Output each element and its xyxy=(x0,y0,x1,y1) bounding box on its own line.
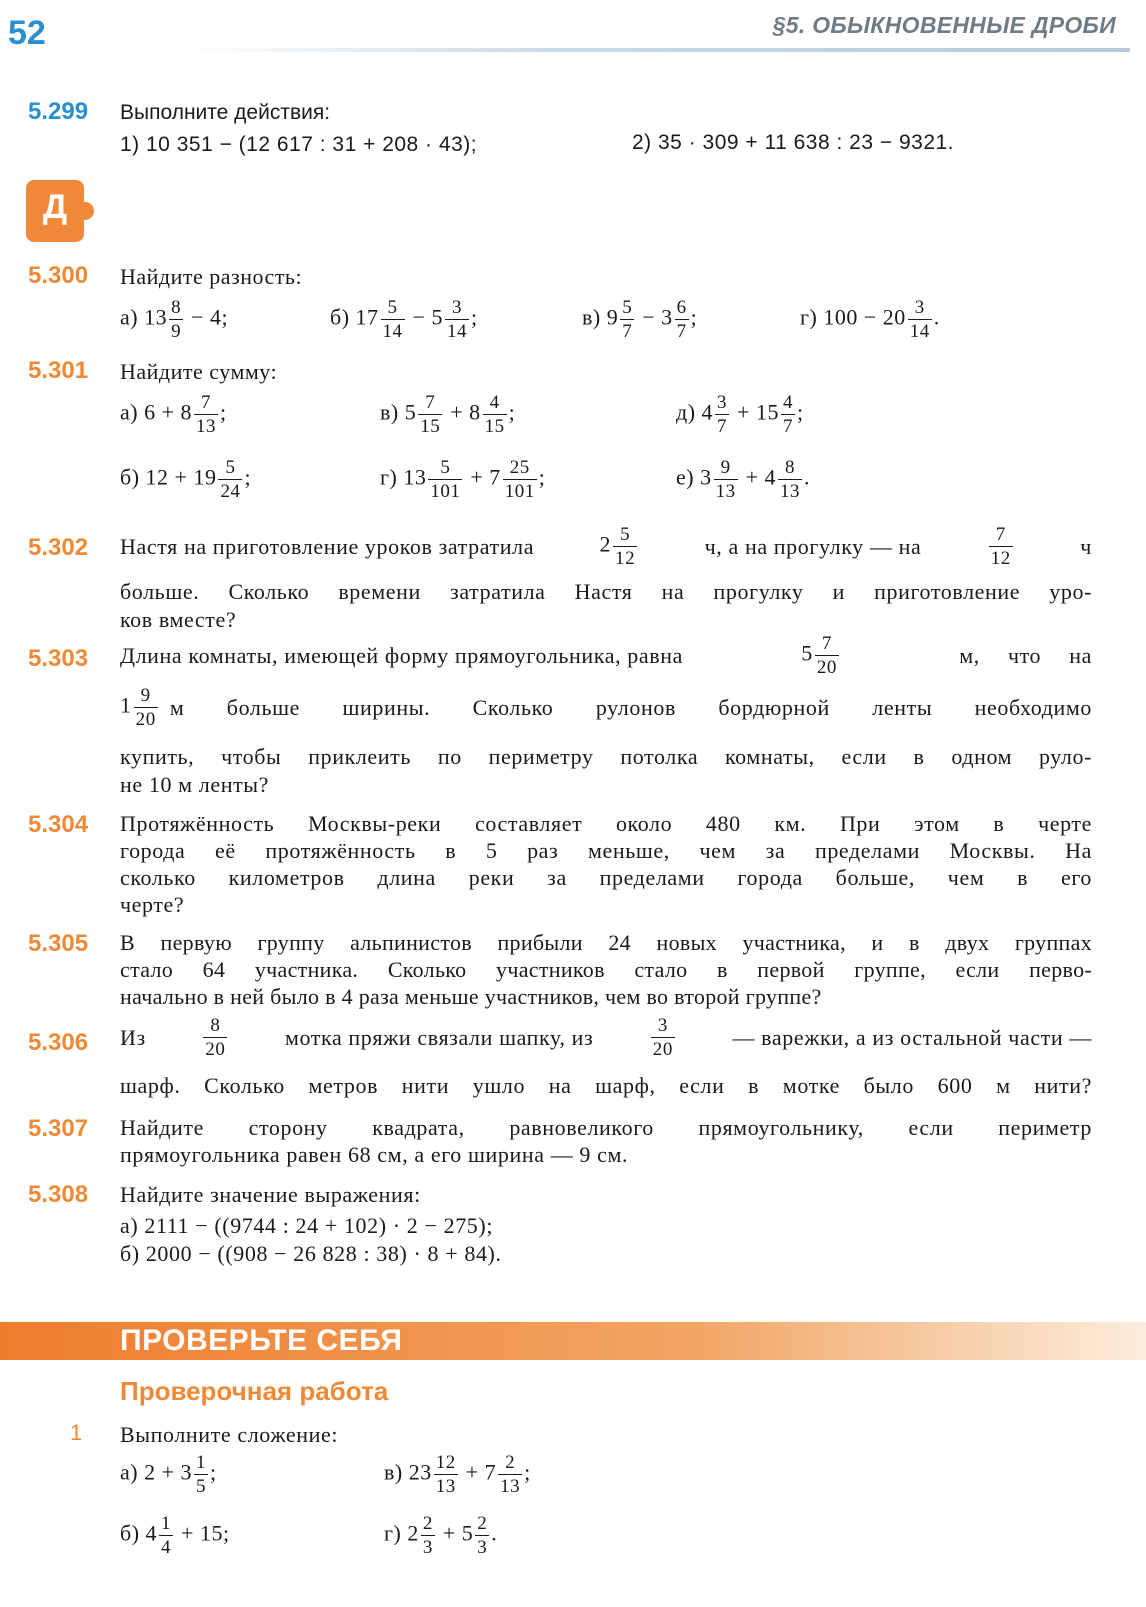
numerator: 12 xyxy=(435,1452,456,1473)
problem-5-300-a xyxy=(120,298,228,341)
fraction xyxy=(503,458,537,501)
text: ч xyxy=(1080,534,1092,559)
whole: 2 xyxy=(599,531,612,557)
tail: ; xyxy=(690,304,698,330)
problem-5-301-b xyxy=(120,458,251,501)
task-1-b xyxy=(120,1514,230,1557)
denominator: 4 xyxy=(161,1537,172,1558)
label: в) xyxy=(384,1459,403,1485)
denominator: 15 xyxy=(420,416,441,437)
fraction xyxy=(675,298,689,341)
tail: ; xyxy=(796,399,804,425)
numerator: 4 xyxy=(483,393,507,415)
numerator: 9 xyxy=(714,458,738,480)
operator: − 3 xyxy=(642,304,673,330)
problem-5-302-line-2: больше. Сколько времени затратила Настя на прогулку и приготовление уро- xyxy=(120,579,1092,604)
numerator: 9 xyxy=(134,686,158,708)
problem-5-302-line-1 xyxy=(120,525,1092,568)
denominator: 9 xyxy=(171,321,182,342)
numerator: 25 xyxy=(503,458,537,480)
fraction xyxy=(203,1016,227,1059)
numerator: 6 xyxy=(676,297,687,318)
task-1-a xyxy=(120,1453,217,1496)
whole: 17 xyxy=(355,304,379,330)
whole: 4 xyxy=(701,399,714,425)
problem-number-5-303: 5.303 xyxy=(28,645,89,672)
denominator: 7 xyxy=(717,416,728,437)
fraction xyxy=(781,393,795,436)
fraction xyxy=(418,393,442,436)
fraction xyxy=(651,1016,675,1059)
denominator: 15 xyxy=(484,416,505,437)
denominator: 13 xyxy=(715,481,736,502)
problem-5-308-b: б) 2000 − ((908 − 26 828 : 38) · 8 + 84). xyxy=(120,1241,502,1266)
whole: 5 xyxy=(801,640,813,666)
test-subtitle: Проверочная работа xyxy=(120,1376,389,1406)
label: б) xyxy=(330,304,350,330)
problem-5-304-line-1: Протяжённость Москвы-реки составляет около 480 км. При этом в черте xyxy=(120,811,1092,836)
denominator: 7 xyxy=(782,416,793,437)
text: Из xyxy=(120,1025,146,1050)
numerator: 7 xyxy=(989,525,1013,547)
fraction xyxy=(908,298,932,341)
problem-number-5-302: 5.302 xyxy=(28,534,89,561)
task-number-1: 1 xyxy=(70,1420,83,1445)
numerator: 2 xyxy=(498,1453,522,1475)
label: а) xyxy=(120,399,139,425)
label: е) xyxy=(676,464,695,490)
label: б) xyxy=(120,1520,140,1546)
denominator: 101 xyxy=(504,481,535,502)
problem-5-304-line-2: города её протяжённость в 5 раз меньше, чем за пределами Москвы. На xyxy=(120,838,1092,863)
whole: 100 − 20 xyxy=(823,304,906,330)
denominator: 20 xyxy=(816,657,838,678)
problem-5-302-line-3: ков вместе? xyxy=(120,607,237,632)
numerator: 3 xyxy=(717,392,728,413)
denominator: 24 xyxy=(220,481,241,502)
problem-5-301-e xyxy=(676,458,810,501)
task-1-prompt: Выполните сложение: xyxy=(120,1422,339,1447)
problem-number-5-305: 5.305 xyxy=(28,930,89,957)
numerator: 4 xyxy=(782,392,793,413)
whole: 3 xyxy=(700,464,712,490)
label: д) xyxy=(676,399,696,425)
numerator: 2 xyxy=(477,1513,488,1534)
operator: + 7 xyxy=(465,1459,497,1485)
whole: 4 xyxy=(145,1520,158,1546)
tail: ; xyxy=(470,304,478,330)
tail: ; xyxy=(538,464,546,490)
label: г) xyxy=(384,1520,402,1546)
denominator: 7 xyxy=(622,321,633,342)
text: — варежки, а из остальной части — xyxy=(732,1025,1092,1050)
denominator: 14 xyxy=(909,321,930,342)
problem-number-5-307: 5.307 xyxy=(28,1115,89,1142)
denominator: 7 xyxy=(676,321,687,342)
label: а) xyxy=(120,1459,139,1485)
label: в) xyxy=(582,304,601,330)
denominator: 14 xyxy=(446,321,467,342)
numerator: 7 xyxy=(194,393,218,415)
problem-5-303-line-3: купить, чтобы приклеить по периметру потолка комнаты, если в одном руло- xyxy=(120,744,1092,769)
tail: ; xyxy=(220,399,227,425)
operator: + 8 xyxy=(450,399,481,425)
fraction xyxy=(218,458,242,501)
problem-5-306-line-1 xyxy=(120,1016,1092,1059)
problem-5-301-d xyxy=(676,393,804,436)
mixed-number xyxy=(801,634,841,677)
denominator: 20 xyxy=(135,709,156,730)
problem-5-305-line-1: В первую группу альпинистов прибыли 24 новых участника, и в двух группах xyxy=(120,930,1092,955)
denominator: 13 xyxy=(196,416,217,437)
denominator: 101 xyxy=(430,481,461,502)
problem-5-303-line-4: не 10 м ленты? xyxy=(120,772,270,797)
tail: . xyxy=(804,464,811,490)
problem-5-300-c xyxy=(582,298,697,341)
numerator: 5 xyxy=(613,525,637,547)
problem-number-5-300: 5.300 xyxy=(28,262,89,289)
text: м больше ширины. Сколько рулонов бордюрной ленты необходимо xyxy=(169,695,1092,720)
whole: 1 xyxy=(120,692,132,718)
operator: + 5 xyxy=(442,1520,474,1546)
denominator: 13 xyxy=(780,481,801,502)
numerator: 8 xyxy=(203,1016,227,1038)
fraction xyxy=(714,458,738,501)
task-1-g xyxy=(384,1514,497,1557)
numerator: 1 xyxy=(161,1513,172,1534)
check-yourself-title: ПРОВЕРЬТЕ СЕБЯ xyxy=(120,1324,403,1357)
tail: ; xyxy=(244,464,252,490)
problem-5-303-line-2 xyxy=(120,686,1092,729)
fraction xyxy=(169,298,183,341)
fraction xyxy=(421,1514,435,1557)
denominator: 13 xyxy=(435,1476,456,1497)
tail: ; xyxy=(210,1459,217,1485)
numerator: 3 xyxy=(445,298,469,320)
whole: 23 xyxy=(408,1459,432,1485)
operator: + 7 xyxy=(470,464,501,490)
problem-5-307-line-2: прямоугольника равен 68 см, а его ширина — 9 см. xyxy=(120,1142,629,1167)
fraction xyxy=(778,458,802,501)
label: г) xyxy=(800,304,818,330)
label: а) xyxy=(120,304,139,330)
fraction xyxy=(475,1514,489,1557)
task-1-v xyxy=(384,1453,531,1496)
problem-5-300-b xyxy=(330,298,478,341)
tail: . xyxy=(491,1520,498,1546)
denominator: 3 xyxy=(477,1537,488,1558)
denominator: 20 xyxy=(205,1039,226,1060)
fraction xyxy=(445,298,469,341)
homework-badge xyxy=(26,180,84,242)
problem-5-299-prompt: Выполните действия: xyxy=(120,101,331,124)
tail: ; xyxy=(508,399,516,425)
problem-number-5-299: 5.299 xyxy=(28,98,89,125)
numerator: 8 xyxy=(778,458,802,480)
text: ч, а на прогулку — на xyxy=(704,534,922,559)
operator: − 5 xyxy=(412,304,443,330)
problem-5-301-v xyxy=(380,393,515,436)
numerator: 7 xyxy=(815,634,839,656)
problem-number-5-304: 5.304 xyxy=(28,811,89,838)
text: м, что на xyxy=(959,643,1092,668)
problem-5-300-prompt: Найдите разность: xyxy=(120,264,303,289)
fraction xyxy=(483,393,507,436)
whole: 13 xyxy=(144,304,168,330)
fraction xyxy=(715,393,729,436)
numerator: 2 xyxy=(422,1513,433,1534)
whole: 6 + 8 xyxy=(144,399,193,425)
fraction xyxy=(620,298,634,341)
mixed-number xyxy=(120,686,160,729)
fraction xyxy=(434,1453,458,1496)
fraction xyxy=(194,1453,208,1496)
fraction xyxy=(613,525,637,568)
problem-5-301-a xyxy=(120,393,227,436)
text: Настя на приготовление уроков затратила xyxy=(120,534,535,559)
denominator: 12 xyxy=(990,548,1011,569)
problem-5-299-item-2: 2) 35 · 309 + 11 638 : 23 − 9321. xyxy=(632,131,955,154)
denominator: 14 xyxy=(382,321,403,342)
problem-5-304-line-4: черте? xyxy=(120,892,185,917)
fraction xyxy=(815,634,839,677)
whole: 5 xyxy=(404,399,417,425)
tail: − 4; xyxy=(191,304,229,330)
fraction xyxy=(428,458,462,501)
problem-5-305-line-2: стало 64 участника. Сколько участников стало в первой группе, если перво- xyxy=(120,957,1092,982)
whole: 12 + 19 xyxy=(145,464,217,490)
fraction xyxy=(989,525,1013,568)
denominator: 3 xyxy=(422,1537,433,1558)
problem-5-307-line-1: Найдите сторону квадрата, равновеликого прямоугольнику, если периметр xyxy=(120,1115,1092,1140)
running-title: §5. ОБЫКНОВЕННЫЕ ДРОБИ xyxy=(772,12,1116,38)
denominator: 20 xyxy=(652,1039,673,1060)
problem-5-304-line-3: сколько километров длина реки за пределами города больше, чем в его xyxy=(120,865,1092,890)
problem-5-301-g xyxy=(380,458,545,501)
numerator: 8 xyxy=(171,297,182,318)
whole: 13 xyxy=(403,464,427,490)
fraction xyxy=(381,298,405,341)
header-rule xyxy=(180,48,1130,52)
numerator: 5 xyxy=(622,297,633,318)
operator: + 15 xyxy=(737,399,779,425)
label: б) xyxy=(120,464,140,490)
problem-5-301-prompt: Найдите сумму: xyxy=(120,359,278,384)
problem-5-308-a: а) 2111 − ((9744 : 24 + 102) · 2 − 275); xyxy=(120,1213,494,1238)
text: Длина комнаты, имеющей форму прямоугольника, равна xyxy=(120,643,683,668)
numerator: 1 xyxy=(196,1452,207,1473)
fraction xyxy=(498,1453,522,1496)
problem-5-300-d xyxy=(800,298,940,341)
problem-5-308-prompt: Найдите значение выражения: xyxy=(120,1182,421,1207)
problem-5-303-line-1 xyxy=(120,634,1092,677)
numerator: 5 xyxy=(381,298,405,320)
numerator: 5 xyxy=(218,458,242,480)
tail: ; xyxy=(524,1459,531,1485)
homework-badge-letter: Д xyxy=(42,188,68,226)
page-number: 52 xyxy=(8,14,46,52)
operator: + 4 xyxy=(745,464,777,490)
tail: + 15; xyxy=(181,1520,230,1546)
fraction xyxy=(134,686,158,729)
denominator: 13 xyxy=(500,1476,521,1497)
check-yourself-banner xyxy=(0,1322,1146,1360)
label: г) xyxy=(380,464,398,490)
denominator: 5 xyxy=(196,1476,207,1497)
problem-number-5-301: 5.301 xyxy=(28,357,89,384)
whole: 2 + 3 xyxy=(144,1459,193,1485)
problem-5-299-item-1: 1) 10 351 − (12 617 : 31 + 208 · 43); xyxy=(120,133,478,156)
problem-5-306-line-2: шарф. Сколько метров нити ушло на шарф, если в мотке было 600 м нити? xyxy=(120,1073,1092,1098)
label: в) xyxy=(380,399,399,425)
text: мотка пряжи связали шапку, из xyxy=(284,1025,594,1050)
problem-5-305-line-3: начально в ней было в 4 раза меньше участников, чем во второй группе? xyxy=(120,984,822,1009)
mixed-number xyxy=(599,525,639,568)
denominator: 12 xyxy=(615,548,636,569)
fraction xyxy=(194,393,218,436)
numerator: 5 xyxy=(428,458,462,480)
whole: 2 xyxy=(407,1520,419,1546)
problem-number-5-308: 5.308 xyxy=(28,1181,89,1208)
problem-number-5-306: 5.306 xyxy=(28,1029,89,1056)
whole: 9 xyxy=(606,304,619,330)
numerator: 3 xyxy=(908,298,932,320)
numerator: 3 xyxy=(651,1016,675,1038)
numerator: 7 xyxy=(418,393,442,415)
tail: . xyxy=(933,304,940,330)
fraction xyxy=(159,1514,173,1557)
